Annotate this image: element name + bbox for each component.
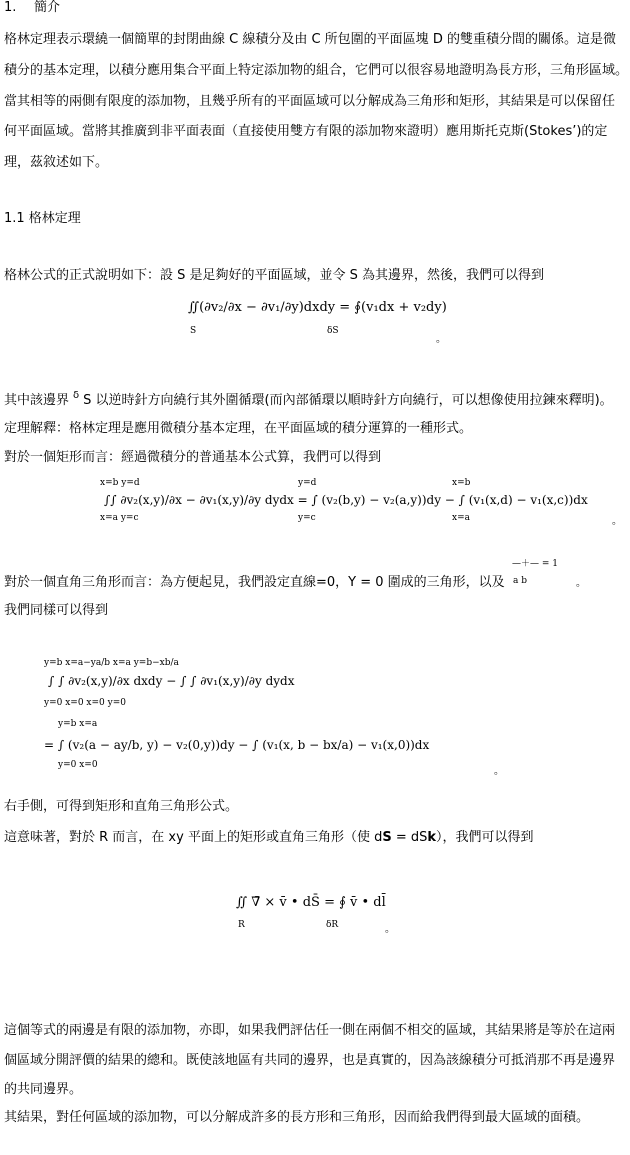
equation-2-lower-2: y=c (298, 513, 316, 523)
meaning-mid: = dS (391, 830, 428, 845)
triangle-fraction-top: —＋— = 1 (512, 559, 558, 569)
section-number: 1. (4, 0, 17, 15)
theorem-explanation: 定理解釋：格林定理是應用微積分基本定理，在平面區域的積分運算的一種形式。 (4, 421, 473, 436)
equation-3-row2: = ∫ (v₂(a − ay/b, y) − v₂(0,y))dy − ∫ (v₁(x, b − bx/a) − v₁(x,0))dx (44, 738, 430, 752)
equation-3-end: 。 (494, 766, 504, 777)
equation-2: ∫∫ ∂v₂(x,y)/∂x − ∂v₁(x,y)/∂y dydx = ∫ (v₂(b,y) − v₂(a,y))dy − ∫ (v₁(x,d) − v₁(x,c))dx (104, 493, 588, 507)
equation-1-oint-sub: δS (327, 326, 339, 336)
rectangle-intro: 對於一個矩形而言：經過微積分的普通基本公式算，我們可以得到 (4, 450, 382, 465)
formal-statement: 格林公式的正式說明如下：設 S 是足夠好的平面區域，並令 S 為其邊界，然後，我們可以得到 (4, 268, 545, 283)
equation-2-end: 。 (612, 516, 622, 527)
meaning-bold-s: S (382, 830, 392, 845)
equation-1: ∬(∂v₂/∂x − ∂v₁/∂y)dxdy = ∮(v₁dx + v₂dy) (188, 300, 447, 315)
equation-4-sub-r: R (238, 920, 245, 930)
intro-line-1: 格林定理表示環繞一個簡單的封閉曲線 C 線積分及由 C 所包圍的平面區塊 D 的雙重積分間的關係。這是微 (4, 32, 616, 47)
equation-2-lower: x=a y=c (100, 513, 139, 523)
intro-line-5: 理，茲敘述如下。 (4, 155, 109, 170)
triangle-fraction-bottom: a b (513, 576, 527, 586)
meaning-pre: 這意味著，對於 R 而言，在 xy 平面上的矩形或直角三角形（使 d (4, 830, 383, 845)
meaning-bold-k: k (427, 830, 437, 845)
final-sentence: 其結果，對任何區域的添加物，可以分解成許多的長方形和三角形，因而給我們得到最大區域的面積。 (4, 1110, 590, 1125)
boundary-post: S 以逆時針方向繞行其外圍循環(而內部循環以順時針方向繞行，可以想像使用拉鍊來釋明)。 (83, 393, 613, 408)
equation-4: ∬ ∇̄ × v̄ • dS̄ = ∮ v̄ • dl̄ (236, 895, 386, 910)
intro-line-2: 積分的基本定理，以積分應用集合平面上特定添加物的組合，它們可以很容易地證明為長方形，三角形區域。 (4, 63, 629, 78)
equation-2-upper-2: y=d (298, 478, 317, 488)
triangle-intro: 對於一個直角三角形而言：為方便起見，我們設定直線=0，Y = 0 圍成的三角形，以及 (4, 575, 505, 590)
meaning-sentence (4, 830, 534, 846)
equation-3-row1-lower: y=0 x=0 x=0 y=0 (44, 698, 126, 708)
also-sentence: 我們同樣可以得到 (4, 603, 109, 618)
boundary-sentence (4, 390, 613, 410)
right-hand-side: 右手側，可得到矩形和直角三角形公式。 (4, 799, 239, 814)
section-title: 簡介 (34, 0, 61, 15)
equation-2-upper-3: x=b (452, 478, 471, 488)
para2-line-1: 這個等式的兩邊是有限的添加物，亦即，如果我們評估任一側在兩個不相交的區域，其結果將是等於在這兩 (4, 1023, 616, 1038)
para2-line-3: 的共同邊界。 (4, 1082, 83, 1097)
equation-2-lower-3: x=a (452, 513, 470, 523)
equation-3-row1: ∫ ∫ ∂v₂(x,y)/∂x dxdy − ∫ ∫ ∂v₁(x,y)/∂y dydx (48, 674, 295, 688)
equation-3-row2-lower: y=0 x=0 (58, 760, 98, 770)
triangle-end: 。 (576, 578, 586, 589)
para2-line-2: 個區域分開評價的結果的總和。既使該地區有共同的邊界，也是真實的，因為該線積分可抵消那不再是邊界 (4, 1053, 616, 1068)
equation-3-row1-upper: y=b x=a−ya/b x=a y=b−xb/a (44, 658, 179, 668)
equation-2-upper: x=b y=d (100, 478, 140, 488)
boundary-delta: δ (73, 390, 80, 401)
equation-1-end: 。 (436, 334, 446, 345)
equation-3-row2-upper: y=b x=a (58, 719, 98, 729)
equation-1-int-sub: S (190, 326, 197, 336)
boundary-pre: 其中該邊界 (4, 393, 70, 408)
meaning-post: ），我們可以得到 (436, 830, 534, 845)
equation-4-end: 。 (385, 924, 395, 935)
subsection-heading: 1.1 格林定理 (4, 211, 81, 226)
equation-4-sub-dr: δR (326, 920, 339, 930)
intro-line-4: 何平面區域。當將其推廣到非平面表面（直接使用雙方有限的添加物來證明）應用斯托克斯(Stokes’)的定 (4, 124, 608, 139)
intro-line-3: 當其相等的兩側有限度的添加物，且幾乎所有的平面區域可以分解成為三角形和矩形，其結果是可以保留任 (4, 94, 616, 109)
